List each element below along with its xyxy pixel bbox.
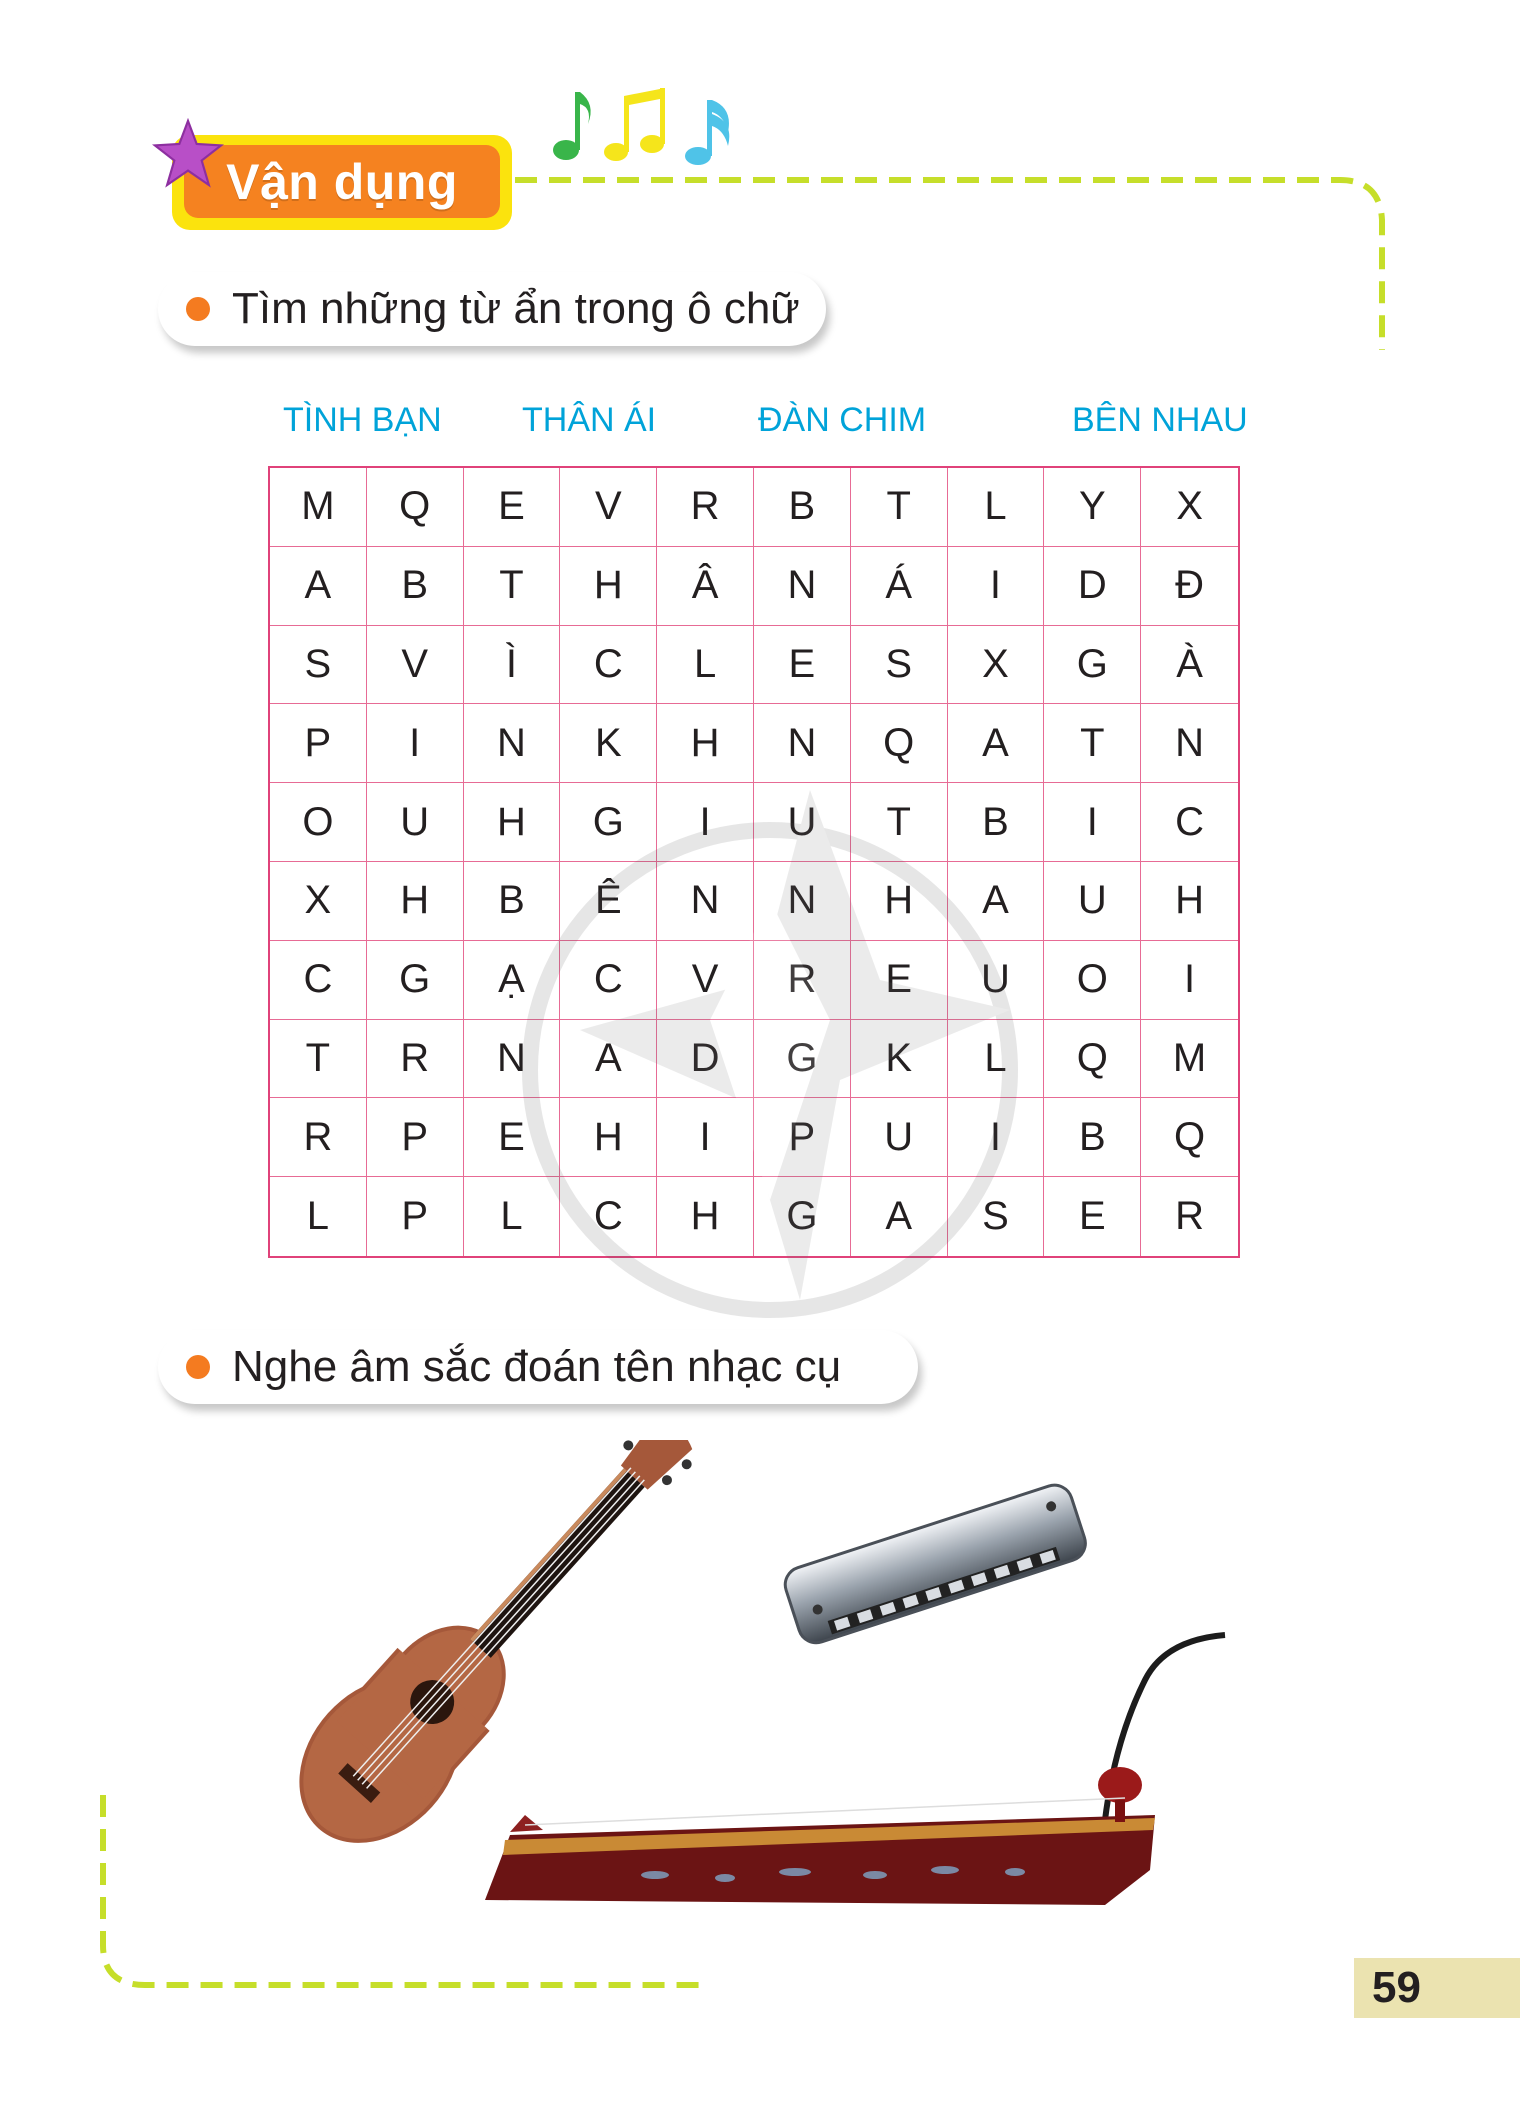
grid-cell: T [464,547,561,626]
grid-cell: X [948,626,1045,705]
grid-cell: M [270,468,367,547]
grid-cell: T [851,468,948,547]
hidden-word: TÌNH BẠN [283,401,442,439]
grid-cell: N [464,704,561,783]
grid-cell: T [270,1020,367,1099]
grid-cell: L [270,1177,367,1256]
grid-cell: R [270,1098,367,1177]
grid-cell: A [948,862,1045,941]
grid-cell: Đ [1141,547,1238,626]
grid-cell: U [948,941,1045,1020]
grid-cell: H [560,1098,657,1177]
grid-cell: C [1141,783,1238,862]
grid-cell: O [1044,941,1141,1020]
grid-cell: C [560,1177,657,1256]
grid-cell: I [657,1098,754,1177]
grid-cell: G [754,1177,851,1256]
grid-cell: N [1141,704,1238,783]
grid-cell: Ê [560,862,657,941]
grid-cell: I [1141,941,1238,1020]
grid-cell: A [948,704,1045,783]
grid-cell: P [754,1098,851,1177]
grid-cell: H [464,783,561,862]
grid-cell: S [851,626,948,705]
grid-cell: G [367,941,464,1020]
grid-cell: Ì [464,626,561,705]
grid-cell: V [367,626,464,705]
grid-cell: E [464,1098,561,1177]
grid-cell: E [464,468,561,547]
grid-cell: V [657,941,754,1020]
grid-cell: C [560,626,657,705]
grid-cell: H [367,862,464,941]
grid-cell: H [1141,862,1238,941]
music-notes-icon [548,82,758,172]
grid-cell: A [270,547,367,626]
grid-cell: D [657,1020,754,1099]
grid-cell: G [560,783,657,862]
grid-cell: N [754,862,851,941]
grid-cell: G [1044,626,1141,705]
bullet-icon [186,297,210,321]
grid-cell: L [948,1020,1045,1099]
grid-cell: S [270,626,367,705]
grid-cell: R [1175,1194,1205,1239]
grid-cell: H [851,862,948,941]
grid-cell: Q [1044,1020,1141,1099]
grid-cell: U [851,1098,948,1177]
dan-bau-image [465,1620,1235,1910]
grid-cell: V [560,468,657,547]
grid-cell: X [1141,468,1238,547]
grid-cell: P [270,704,367,783]
activity-2-heading [158,1330,918,1404]
grid-cell: U [367,783,464,862]
grid-cell: R [367,1020,464,1099]
grid-cell: L [948,468,1045,547]
grid-cell: T [851,783,948,862]
grid-cell: Ạ [464,941,561,1020]
grid-cell: N [657,862,754,941]
grid-cell: M [1141,1020,1238,1099]
grid-cell: I [1044,783,1141,862]
section-title: Vận dụng [184,145,500,218]
grid-cell: B [948,783,1045,862]
hidden-word: ĐÀN CHIM [758,401,927,439]
star-icon [152,118,224,190]
grid-cell: C [560,941,657,1020]
hidden-word: BÊN NHAU [1072,401,1248,439]
grid-cell: B [754,468,851,547]
grid-cell: A [851,1177,948,1256]
grid-cell: P [367,1177,464,1256]
grid-cell: I [948,1098,1045,1177]
grid-cell: I [948,547,1045,626]
activity-1-heading [158,272,826,346]
grid-cell: L [657,626,754,705]
grid-cell: U [1044,862,1141,941]
grid-cell: Â [657,547,754,626]
grid-cell: D [1044,547,1141,626]
grid-cell: U [754,783,851,862]
grid-cell: B [367,547,464,626]
grid-cell: Á [851,547,948,626]
grid-cell: T [1044,704,1141,783]
grid-cell: Q [851,704,948,783]
grid-cell: X [270,862,367,941]
grid-cell: I [367,704,464,783]
grid-cell: R [754,941,851,1020]
grid-cell: B [1044,1098,1141,1177]
bullet-icon [186,1355,210,1379]
grid-cell: C [270,941,367,1020]
grid-cell: H [657,704,754,783]
grid-cell: O [270,783,367,862]
page-number: 59 [1354,1958,1520,2018]
activity-1-label: Tìm những từ ẩn trong ô chữ [232,284,800,333]
grid-cell: Q [367,468,464,547]
grid-cell: K [851,1020,948,1099]
grid-cell: N [754,547,851,626]
grid-cell: E [1044,1177,1141,1256]
grid-cell: Y [1044,468,1141,547]
activity-2-label: Nghe âm sắc đoán tên nhạc cụ [232,1342,842,1391]
grid-cell: L [464,1177,561,1256]
grid-cell: S [948,1177,1045,1256]
grid-cell: H [560,547,657,626]
grid-cell: R [657,468,754,547]
grid-cell: E [851,941,948,1020]
grid-cell: K [560,704,657,783]
grid-cell: H [657,1177,754,1256]
grid-cell: G [754,1020,851,1099]
grid-cell: N [754,704,851,783]
grid-cell: E [754,626,851,705]
word-search-grid [268,466,1240,1258]
grid-cell: I [657,783,754,862]
grid-cell: À [1141,626,1238,705]
grid-cell: B [464,862,561,941]
grid-cell: N [464,1020,561,1099]
grid-cell: A [560,1020,657,1099]
grid-cell: Q [1141,1098,1238,1177]
grid-cell: P [367,1098,464,1177]
hidden-word: THÂN ÁI [522,401,657,439]
